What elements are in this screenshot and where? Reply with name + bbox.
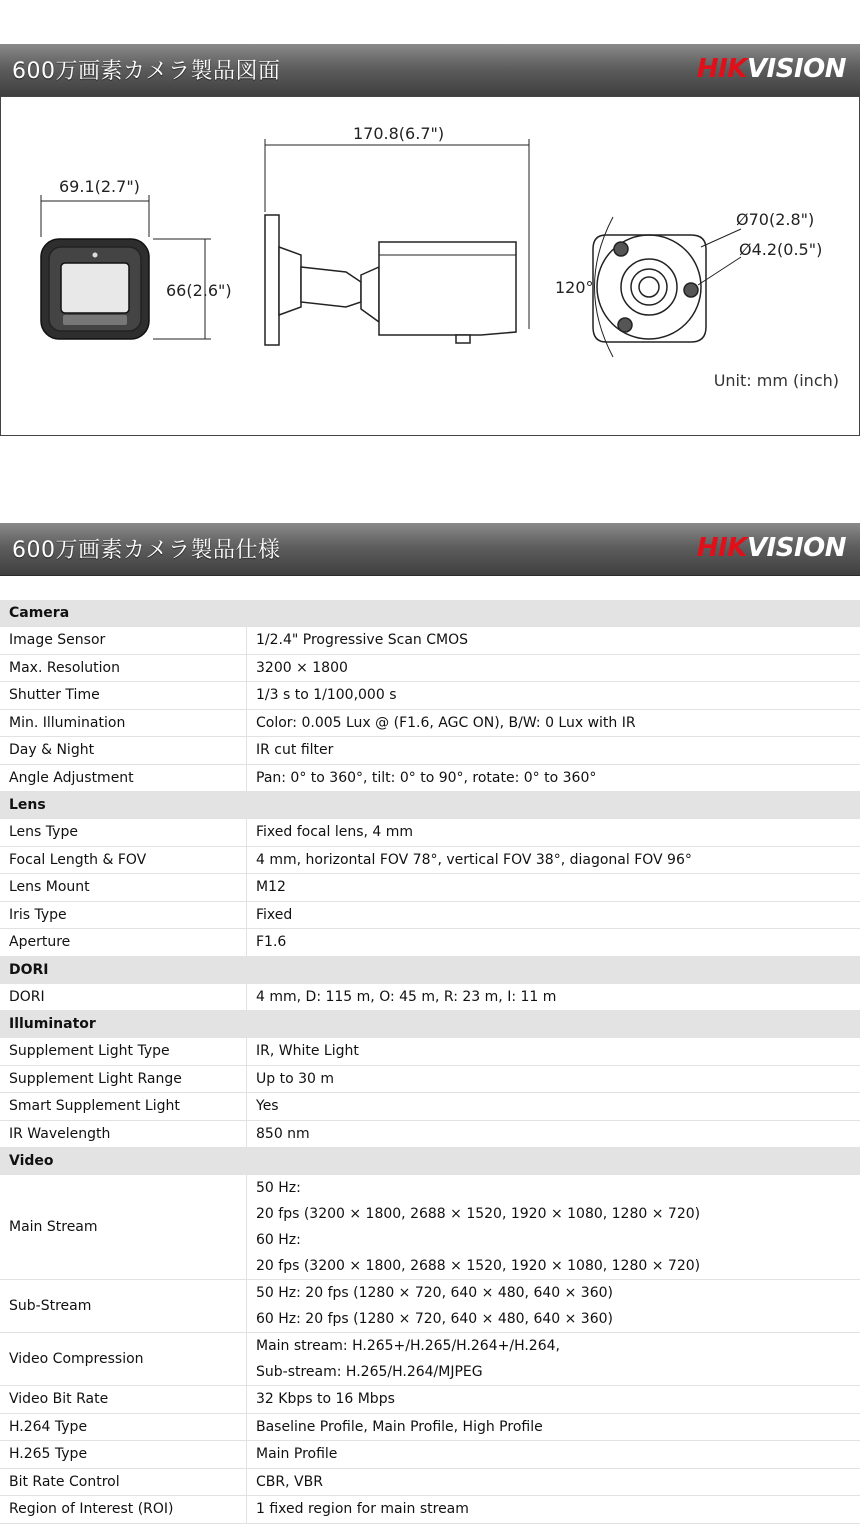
- spec-value-line: Main stream: H.265+/H.265/H.264+/H.264,: [256, 1333, 851, 1359]
- drawing-header-banner: [0, 44, 860, 97]
- hole-angle-label: 120°: [555, 278, 594, 297]
- spec-key: Region of Interest (ROI): [0, 1496, 247, 1524]
- spec-key: Supplement Light Range: [0, 1065, 247, 1093]
- spec-row: [0, 1280, 860, 1333]
- spec-value: [247, 654, 860, 682]
- spec-section-row: [0, 792, 860, 819]
- spec-row: [0, 709, 860, 737]
- spec-value: [247, 1386, 860, 1414]
- spec-value-line: Color: 0.005 Lux @ (F1.6, AGC ON), B/W: 0 Lux with IR: [256, 710, 851, 736]
- spec-section-title: Illuminator: [0, 1011, 860, 1038]
- spec-value: [247, 1468, 860, 1496]
- spec-value-line: 32 Kbps to 16 Mbps: [256, 1386, 851, 1412]
- spec-value-line: F1.6: [256, 929, 851, 955]
- spec-value: [247, 819, 860, 847]
- spec-value: [247, 764, 860, 792]
- spec-key: Min. Illumination: [0, 709, 247, 737]
- spec-value: [247, 1093, 860, 1121]
- spec-value-line: 20 fps (3200 × 1800, 2688 × 1520, 1920 × 1080, 1280 × 720): [256, 1253, 851, 1279]
- spec-row: [0, 1468, 860, 1496]
- spec-row: [0, 901, 860, 929]
- spec-section-title: DORI: [0, 956, 860, 983]
- spec-value-line: 850 nm: [256, 1121, 851, 1147]
- spec-value: [247, 1280, 860, 1333]
- spec-row: [0, 846, 860, 874]
- spec-value-line: 3200 × 1800: [256, 655, 851, 681]
- brand-logo: HIKVISION: [697, 533, 846, 563]
- spec-value-line: Yes: [256, 1093, 851, 1119]
- spec-row: [0, 1441, 860, 1469]
- spec-value-line: 20 fps (3200 × 1800, 2688 × 1520, 1920 × 1080, 1280 × 720): [256, 1201, 851, 1227]
- spec-value-line: 4 mm, horizontal FOV 78°, vertical FOV 38°, diagonal FOV 96°: [256, 847, 851, 873]
- spec-value: [247, 874, 860, 902]
- spec-value-line: Main Profile: [256, 1441, 851, 1467]
- spec-value-line: IR, White Light: [256, 1038, 851, 1064]
- spec-key: Day & Night: [0, 737, 247, 765]
- spec-value: [247, 627, 860, 655]
- spec-header-banner: [0, 523, 860, 576]
- spec-key: DORI: [0, 983, 247, 1011]
- spec-key: Shutter Time: [0, 682, 247, 710]
- spec-value-line: Up to 30 m: [256, 1066, 851, 1092]
- spec-key: Video Bit Rate: [0, 1386, 247, 1414]
- spec-value: [247, 1413, 860, 1441]
- spec-value: [247, 983, 860, 1011]
- spec-value-line: Pan: 0° to 360°, tilt: 0° to 90°, rotate: 0° to 360°: [256, 765, 851, 791]
- spec-value-line: Fixed focal lens, 4 mm: [256, 819, 851, 845]
- spec-row: [0, 1038, 860, 1066]
- spec-row: [0, 983, 860, 1011]
- brand-logo: HIKVISION: [697, 54, 846, 84]
- spec-key: Lens Mount: [0, 874, 247, 902]
- spec-row: [0, 764, 860, 792]
- spec-value: [247, 682, 860, 710]
- spec-value: [247, 709, 860, 737]
- spec-key: H.265 Type: [0, 1441, 247, 1469]
- spec-row: [0, 1120, 860, 1148]
- spec-value: [247, 846, 860, 874]
- spec-section-row: [0, 1148, 860, 1175]
- spec-key: Angle Adjustment: [0, 764, 247, 792]
- spec-value-line: 1 fixed region for main stream: [256, 1496, 851, 1522]
- spec-value-line: 50 Hz: 20 fps (1280 × 720, 640 × 480, 640 × 360): [256, 1280, 851, 1306]
- spec-row: [0, 737, 860, 765]
- spec-value: [247, 1038, 860, 1066]
- spec-row: [0, 1065, 860, 1093]
- spec-section-title: Camera: [0, 600, 860, 627]
- spec-key: Lens Type: [0, 819, 247, 847]
- base-diameter-label: Ø70(2.8"): [736, 210, 814, 229]
- side-view: [265, 139, 529, 345]
- front-height-label: 66(2.6"): [166, 281, 232, 300]
- spec-value-line: CBR, VBR: [256, 1469, 851, 1495]
- spec-value-line: Fixed: [256, 902, 851, 928]
- spec-section-title: Lens: [0, 792, 860, 819]
- spec-value-line: 50 Hz:: [256, 1175, 851, 1201]
- spec-key: Bit Rate Control: [0, 1468, 247, 1496]
- spec-value-line: 60 Hz: 20 fps (1280 × 720, 640 × 480, 640 × 360): [256, 1306, 851, 1332]
- spec-value-line: 1/3 s to 1/100,000 s: [256, 682, 851, 708]
- spec-row: [0, 654, 860, 682]
- base-view: [593, 217, 741, 357]
- spec-value-line: M12: [256, 874, 851, 900]
- spec-section-row: [0, 956, 860, 983]
- spec-key: Aperture: [0, 929, 247, 957]
- spec-value-line: IR cut filter: [256, 737, 851, 763]
- spec-key: Focal Length & FOV: [0, 846, 247, 874]
- spec-header-title: 600万画素カメラ製品仕様: [12, 533, 281, 564]
- spec-key: Sub-Stream: [0, 1280, 247, 1333]
- hole-diameter-label: Ø4.2(0.5"): [739, 240, 822, 259]
- front-view: [41, 195, 211, 339]
- spec-value: [247, 1441, 860, 1469]
- side-length-label: 170.8(6.7"): [353, 124, 444, 143]
- spec-value: [247, 901, 860, 929]
- drawing-header-title: 600万画素カメラ製品図面: [12, 54, 281, 85]
- spec-row: [0, 1333, 860, 1386]
- spec-row: [0, 1413, 860, 1441]
- spec-section-row: [0, 1011, 860, 1038]
- spec-row: [0, 929, 860, 957]
- spec-row: [0, 819, 860, 847]
- spec-section-row: [0, 600, 860, 627]
- spec-value-line: 1/2.4" Progressive Scan CMOS: [256, 627, 851, 653]
- spec-value-line: 4 mm, D: 115 m, O: 45 m, R: 23 m, I: 11 m: [256, 984, 851, 1010]
- spec-value-line: 60 Hz:: [256, 1227, 851, 1253]
- spec-table: [0, 600, 860, 1524]
- spec-key: Video Compression: [0, 1333, 247, 1386]
- spec-key: Iris Type: [0, 901, 247, 929]
- spec-key: Supplement Light Type: [0, 1038, 247, 1066]
- spec-section-title: Video: [0, 1148, 860, 1175]
- spec-key: Main Stream: [0, 1175, 247, 1280]
- spec-value: [247, 929, 860, 957]
- spec-value: [247, 1120, 860, 1148]
- front-width-label: 69.1(2.7"): [59, 177, 140, 196]
- spec-row: [0, 627, 860, 655]
- spec-value: [247, 1333, 860, 1386]
- spec-key: Image Sensor: [0, 627, 247, 655]
- unit-label: Unit: mm (inch): [714, 371, 839, 390]
- product-drawing: [0, 96, 860, 436]
- spec-row: [0, 874, 860, 902]
- spec-value-line: Sub-stream: H.265/H.264/MJPEG: [256, 1359, 851, 1385]
- spec-row: [0, 1386, 860, 1414]
- spec-value: [247, 1065, 860, 1093]
- spec-row: [0, 682, 860, 710]
- spec-key: H.264 Type: [0, 1413, 247, 1441]
- spec-key: Smart Supplement Light: [0, 1093, 247, 1121]
- spec-row: [0, 1093, 860, 1121]
- spec-key: Max. Resolution: [0, 654, 247, 682]
- spec-value: [247, 1175, 860, 1280]
- spec-key: IR Wavelength: [0, 1120, 247, 1148]
- spec-value-line: Baseline Profile, Main Profile, High Profile: [256, 1414, 851, 1440]
- spec-value: [247, 737, 860, 765]
- spec-row: [0, 1175, 860, 1280]
